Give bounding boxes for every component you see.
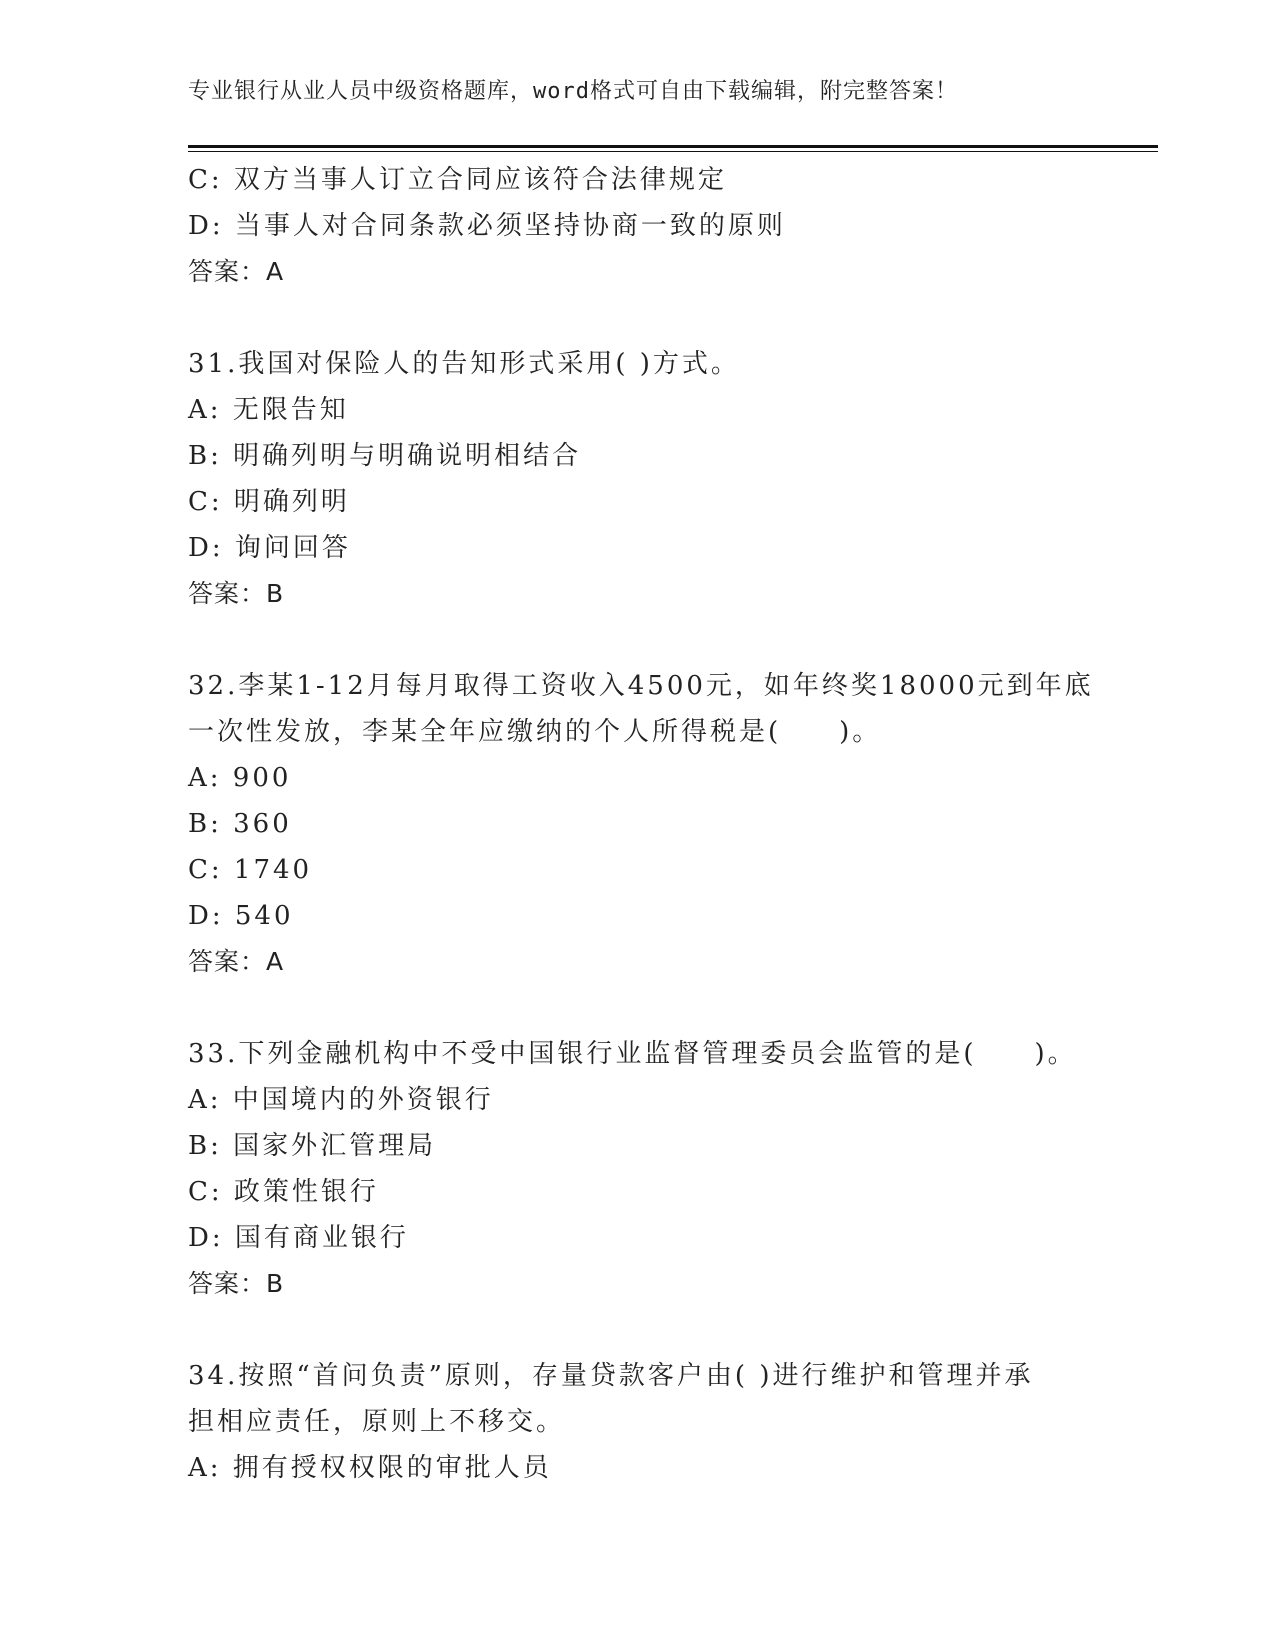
q30-answer: 答案：A: [188, 257, 285, 286]
q31-option-c: C: 明确列明: [188, 487, 350, 517]
q32-question-line1: 32.李某1-12月每月取得工资收入4500元，如年终奖18000元到年底: [188, 671, 1094, 701]
spacer: [188, 985, 1088, 1031]
q33-option-c: C: 政策性银行: [188, 1177, 379, 1207]
header-rule-thick: [188, 145, 1158, 148]
q31-option-a: A: 无限告知: [188, 395, 349, 425]
q32-option-c: C: 1740: [188, 855, 313, 885]
q32-option-d: D: 540: [188, 901, 294, 931]
q34-question-line1: 34.按照“首问负责”原则，存量贷款客户由( )进行维护和管理并承: [188, 1361, 1034, 1391]
q33-question: 33.下列金融机构中不受中国银行业监督管理委员会监管的是( )。: [188, 1039, 1077, 1069]
page-header: 专业银行从业人员中级资格题库，word格式可自由下载编辑，附完整答案！: [188, 79, 958, 104]
q30-option-c: C: 双方当事人订立合同应该符合法律规定: [188, 165, 727, 195]
spacer: [188, 1307, 1088, 1353]
spacer: [188, 617, 1088, 663]
q31-answer: 答案：B: [188, 579, 285, 608]
q32-question-line2: 一次性发放，李某全年应缴纳的个人所得税是( )。: [188, 717, 882, 747]
q32-option-b: B: 360: [188, 809, 292, 839]
spacer: [188, 295, 1088, 341]
q33-option-a: A: 中国境内的外资银行: [188, 1085, 494, 1115]
q34-question-line2: 担相应责任，原则上不移交。: [188, 1407, 566, 1437]
question-list: [188, 157, 1094, 1491]
q33-answer: 答案：B: [188, 1269, 285, 1298]
q33-option-b: B: 国家外汇管理局: [188, 1131, 437, 1161]
header-rule-thin: [188, 151, 1158, 152]
q34-option-a: A: 拥有授权权限的审批人员: [188, 1453, 552, 1483]
q31-option-d: D: 询问回答: [188, 533, 351, 563]
q31-question: 31.我国对保险人的告知形式采用( )方式。: [188, 349, 740, 379]
q30-option-d: D: 当事人对合同条款必须坚持协商一致的原则: [188, 211, 786, 241]
q32-option-a: A: 900: [188, 763, 292, 793]
q32-answer: 答案：A: [188, 947, 285, 976]
q31-option-b: B: 明确列明与明确说明相结合: [188, 441, 582, 471]
q33-option-d: D: 国有商业银行: [188, 1223, 409, 1253]
